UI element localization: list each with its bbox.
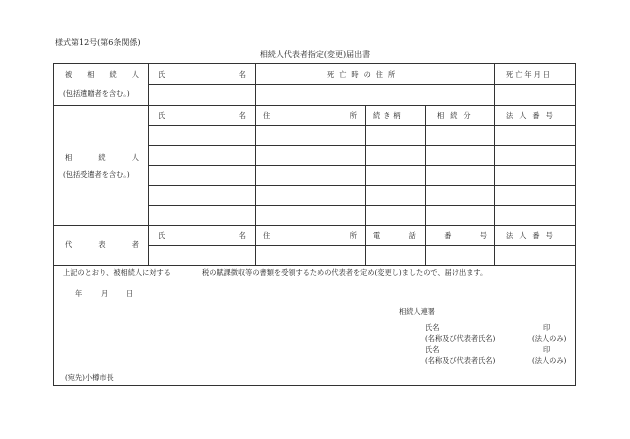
decedent-sub-label: (包括遺贈者を含む。) bbox=[63, 89, 130, 98]
date-year: 年 bbox=[75, 289, 83, 298]
rep-col-address: 住 所 bbox=[263, 231, 357, 240]
sign-name-2: 氏名 bbox=[425, 345, 440, 354]
heirs-label: 相 続 人 bbox=[65, 153, 139, 162]
rep-col-phone: 電 話 番 号 bbox=[373, 231, 487, 240]
statement-part2: 税の賦課徴収等の書類を受領するための代表者を定め(変更し)ましたので、届け出ます。 bbox=[202, 268, 488, 277]
statement-part1: 上記のとおり、被相続人に対する bbox=[63, 268, 171, 277]
decedent-col-address: 死亡時の住所 bbox=[327, 70, 401, 79]
addressee: (宛先)小樽市長 bbox=[65, 373, 114, 382]
date-day: 日 bbox=[126, 289, 134, 298]
rep-col-name: 氏 名 bbox=[158, 231, 246, 240]
joint-signature-label: 相続人連署 bbox=[399, 307, 435, 316]
form-number: 様式第12号(第6条関係) bbox=[55, 38, 141, 47]
rep-col-corp: 法人番号 bbox=[506, 231, 559, 240]
sign-corp-name-2: (名称及び代表者氏名) bbox=[425, 356, 496, 365]
heirs-col-share: 相続分 bbox=[437, 111, 477, 120]
heirs-col-address: 住 所 bbox=[263, 111, 357, 120]
date-month: 月 bbox=[101, 289, 109, 298]
corp-only-note-2: (法人のみ) bbox=[532, 356, 567, 365]
heirs-sub-label: (包括受遺者を含む。) bbox=[63, 170, 130, 179]
form-title: 相続人代表者指定(変更)届出書 bbox=[259, 50, 371, 59]
sign-corp-name-1: (名称及び代表者氏名) bbox=[425, 334, 496, 343]
seal-mark-1: 印 bbox=[543, 323, 551, 332]
sign-name-1: 氏名 bbox=[425, 323, 440, 332]
representative-label: 代 表 者 bbox=[65, 240, 139, 249]
heirs-col-name: 氏 名 bbox=[158, 111, 246, 120]
decedent-col-name: 氏 名 bbox=[158, 70, 246, 79]
decedent-col-date: 死亡年月日 bbox=[506, 70, 552, 79]
heirs-col-relation: 続き柄 bbox=[373, 111, 404, 120]
decedent-label: 被 相 続 人 bbox=[65, 70, 139, 79]
seal-mark-2: 印 bbox=[543, 345, 551, 354]
heirs-col-corp: 法人番号 bbox=[506, 111, 559, 120]
corp-only-note-1: (法人のみ) bbox=[532, 334, 567, 343]
